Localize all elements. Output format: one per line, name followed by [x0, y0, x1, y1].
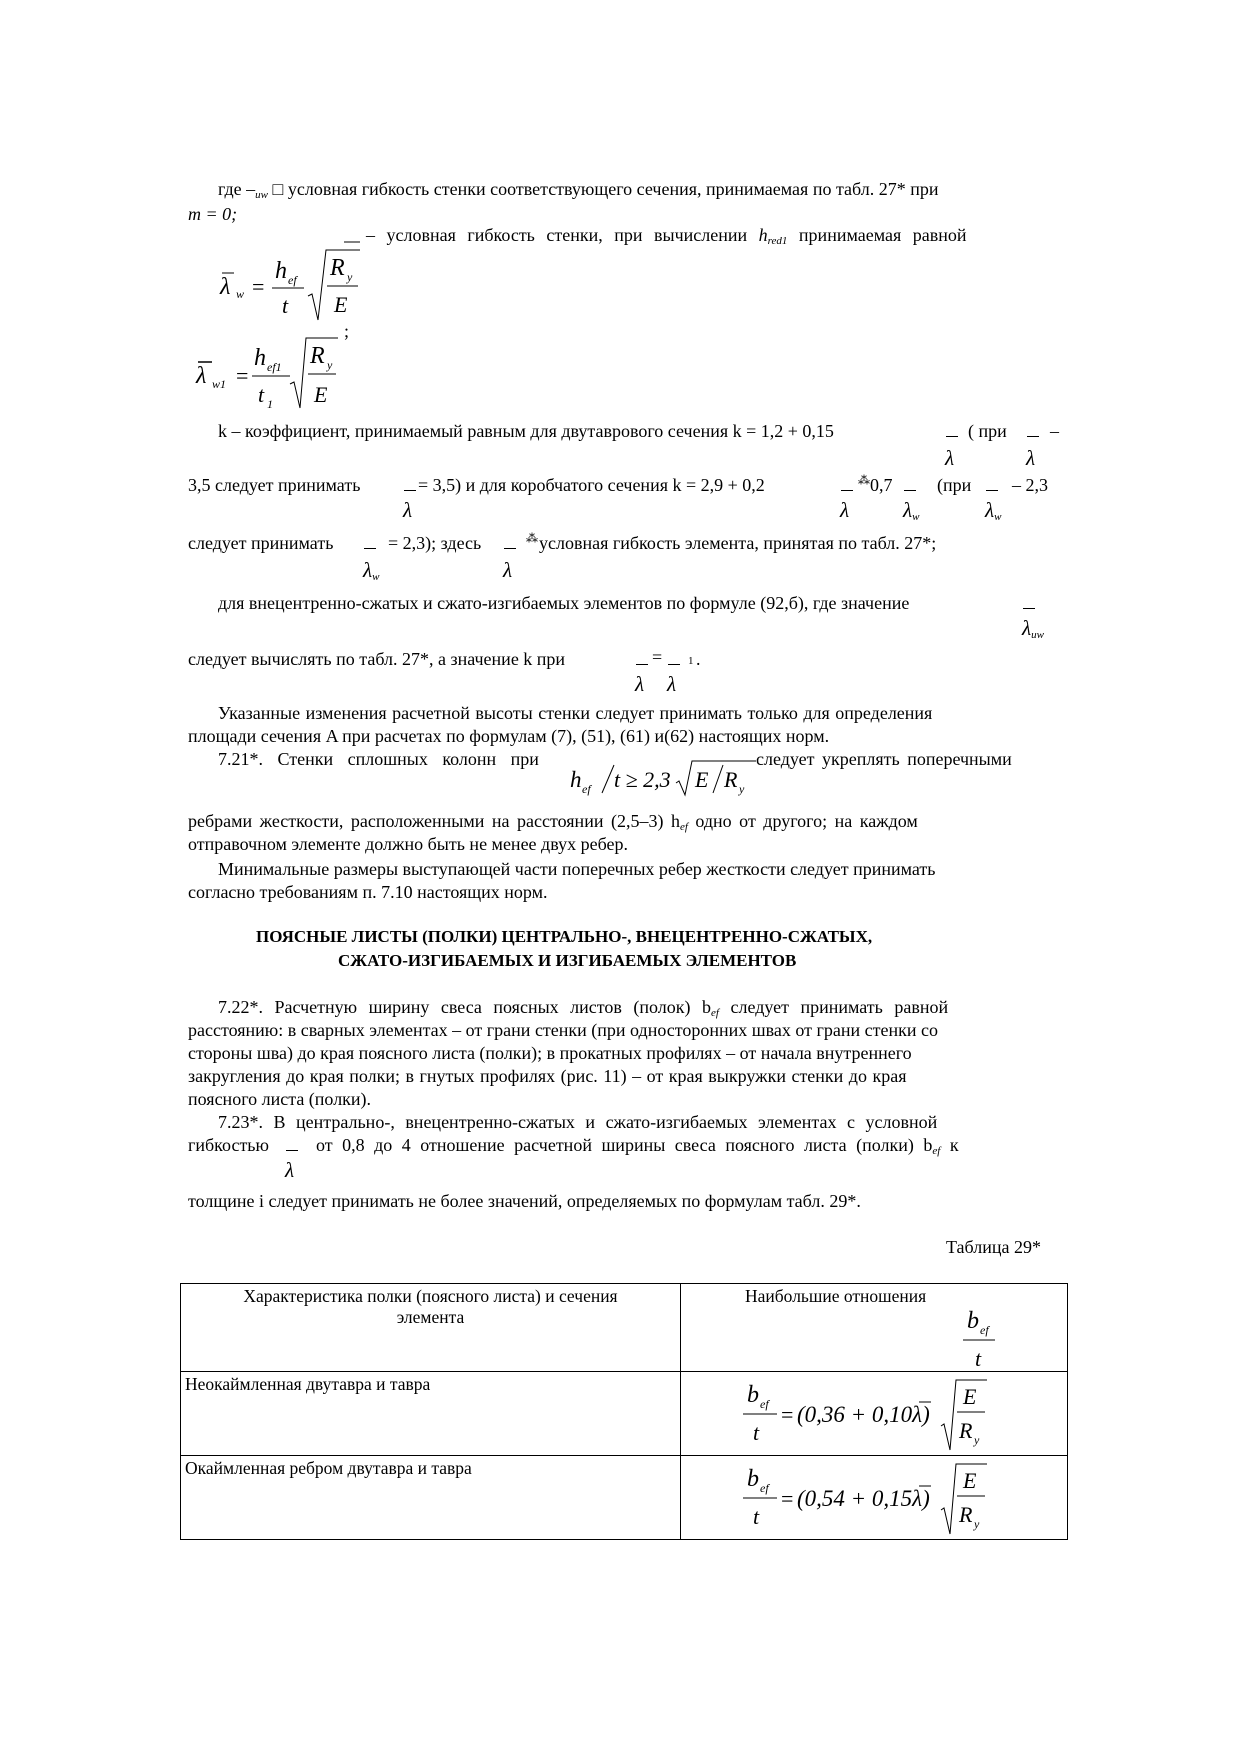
p4-line2d: . — [696, 649, 701, 669]
num-h: h — [275, 258, 287, 284]
p6-line2 — [188, 811, 918, 833]
lambda-w-1: λw — [903, 498, 920, 523]
p6-line1a: 7.21*. Стенки сплошных колонн при — [218, 749, 539, 769]
p3-paren: ( при — [968, 421, 1007, 441]
p3-line3b: = 2,3); здесь — [388, 533, 482, 553]
p3-line1: k – коэффициент, принимаемый равным для двутаврового сечения k = 1,2 + 0,15 — [218, 421, 834, 441]
row1-label: Неокаймленная двутавра и тавра — [181, 1372, 681, 1456]
p2-text-a: – условная гибкость стенки, при вычислении — [366, 225, 759, 245]
p6-line3: отправочном элементе должно быть не менее двух ребер. — [188, 834, 628, 854]
lam-w-lhs-sub: w — [236, 287, 245, 301]
p8-line1-a: 7.22*. Расчетную ширину свеса поясных листов (полок) b — [218, 997, 712, 1017]
r-den: E — [334, 292, 348, 317]
lam-w-lhs: λ — [220, 274, 231, 300]
lambda-uw: λuw — [1022, 616, 1044, 641]
p1-lead: где — [218, 179, 247, 199]
formula-lambda-w — [212, 232, 392, 332]
p9-line1: 7.23*. В центрально-, внецентренно-сжатых и сжато-изгибаемых элементах с условной — [218, 1112, 938, 1132]
svg-text:R: R — [724, 767, 738, 792]
p1-rest: условная гибкость стенки соответствующего сечения, принимаемая по табл. 27* при — [283, 179, 939, 199]
p9-line3: толщине i следует принимать не более значений, определяемых по формулам табл. 29*. — [188, 1191, 861, 1211]
p3-dash: – — [1050, 421, 1059, 441]
svg-text:y: y — [739, 782, 745, 796]
p6-line2-text: ребрами жесткости, расположенными на расстоянии (2,5–3) h — [188, 811, 680, 831]
p6-line1b: следует укреплять поперечными — [756, 749, 1012, 769]
svg-text:=: = — [781, 1402, 794, 1427]
row2-label: Окаймленная ребром двутавра и тавра — [181, 1456, 681, 1540]
lambda-w-3: λw — [363, 558, 380, 583]
den-t1: t — [258, 382, 265, 407]
section-heading-line2: СЖАТО-ИЗГИБАЕМЫХ И ИЗГИБАЕМЫХ ЭЛЕМЕНТОВ — [338, 951, 797, 970]
eq-sign-2: = — [236, 363, 249, 388]
p1-sym: uw — [255, 189, 268, 201]
r-num: R — [330, 255, 345, 281]
p7-line1: Минимальные размеры выступающей части поперечных ребер жесткости следует принимать — [218, 859, 936, 879]
p6-line2-sub: ef — [679, 821, 688, 833]
lambda-uw-sub: uw — [1031, 629, 1044, 641]
p3-line2e: – 2,3 — [1012, 475, 1048, 495]
svg-text:R: R — [959, 1502, 973, 1527]
svg-text:R: R — [959, 1418, 973, 1443]
p9-line2-c: к — [940, 1135, 959, 1155]
p9-line2-sub: ef — [932, 1145, 941, 1157]
p4-line2a: следует вычислять по табл. 27*, а значение k при — [188, 649, 566, 669]
p3-line2b: = 3,5) и для коробчатого сечения k = 2,9 + 0,2 — [418, 475, 765, 495]
p1-line1 — [218, 179, 939, 201]
sym-glyph-2: ⁂ — [526, 531, 538, 545]
lambda-1: λ — [945, 446, 955, 470]
r-num-sub-2: y — [327, 358, 333, 372]
lambda-2: λ — [1026, 446, 1036, 470]
num-h1: h — [254, 345, 266, 371]
section-heading-line1: ПОЯСНЫЕ ЛИСТЫ (ПОЛКИ) ЦЕНТРАЛЬНО-, ВНЕЦЕНТРЕННО-СЖАТЫХ, — [256, 927, 873, 946]
svg-text:ef: ef — [582, 782, 591, 796]
p8-line4: закругления до края полки; в гнутых профилях (рис. 11) – от края выкружки стенки до края — [188, 1066, 907, 1086]
p2-line1 — [366, 225, 967, 247]
r-num-2: R — [310, 343, 325, 369]
p1-line2: m = 0; — [188, 204, 238, 224]
lambda-8: λ — [285, 1158, 295, 1182]
svg-text:E: E — [695, 767, 709, 792]
table-29 — [180, 1283, 1068, 1540]
p9-line2a: гибкостью — [188, 1135, 269, 1155]
row1-formula — [681, 1372, 1068, 1456]
eq-sign: = — [252, 274, 265, 299]
svg-text:y: y — [974, 1433, 980, 1447]
lambda-6: λ — [635, 672, 645, 696]
p2-h-sub: red1 — [767, 235, 788, 247]
lambda-7: λ — [667, 672, 677, 696]
p5-line2: площади сечения A при расчетах по формулам (7), (51), (61) и(62) настоящих норм. — [188, 726, 830, 746]
p3-line3c: условная гибкость элемента, принятая по табл. 27*; — [539, 533, 937, 553]
p7-line2: согласно требованиям п. 7.10 настоящих норм. — [188, 882, 548, 902]
row1-coef: (0,36 + 0,10λ) — [797, 1402, 930, 1427]
p2-h: h — [758, 225, 768, 245]
header-col1 — [181, 1284, 681, 1372]
svg-text:y: y — [974, 1517, 980, 1531]
p8-line2: расстоянию: в сварных элементах – от грани стенки (при односторонних швах от грани стенки со — [188, 1020, 939, 1040]
p4-line2b: = — [652, 647, 663, 667]
svg-text:t: t — [753, 1420, 760, 1445]
p6-line2-end: одно от другого; на каждом — [687, 811, 918, 831]
lambda-bar-symbol: – — [246, 179, 256, 199]
header-col2-label: Наибольшие отношения — [745, 1286, 927, 1306]
dash-glyph: □ — [272, 179, 284, 199]
p9-line2-b: от 0,8 до 4 отношение расчетной ширины свеса поясного листа (полки) b — [316, 1135, 933, 1155]
header-col1-line2: элемента — [396, 1307, 465, 1327]
header-fraction — [951, 1306, 1011, 1368]
svg-text:ef: ef — [760, 1397, 769, 1411]
lambda-4: λ — [840, 498, 850, 522]
lam-w1-lhs-sub: w1 — [212, 377, 227, 391]
header-col1-line1: Характеристика полки (поясного листа) и сечения — [243, 1286, 618, 1306]
svg-text:ef: ef — [980, 1323, 989, 1337]
svg-text:t ≥ 2,3: t ≥ 2,3 — [614, 767, 671, 792]
row2-coef: (0,54 + 0,15λ) — [797, 1486, 930, 1511]
svg-text:=: = — [781, 1486, 794, 1511]
svg-text:h: h — [570, 767, 582, 792]
p8-line5: поясного листа (полки). — [188, 1089, 372, 1109]
svg-text:E: E — [963, 1384, 977, 1409]
p3-line2c: 0,7 — [870, 475, 893, 495]
svg-text:b: b — [967, 1308, 979, 1334]
sym-glyph-1: ⁂ — [858, 473, 870, 487]
p2-text-b: принимаемая равной — [787, 225, 967, 245]
header-col2 — [681, 1284, 1068, 1372]
p9-line2 — [316, 1135, 959, 1157]
svg-text:ef: ef — [760, 1481, 769, 1495]
p4-line1: для внецентренно-сжатых и сжато-изгибаемых элементов по формуле (92,б), где значение — [218, 593, 910, 613]
p5-line1: Указанные изменения расчетной высоты стенки следует принимать только для определения — [218, 703, 933, 723]
p3-line3a: следует принимать — [188, 533, 334, 553]
num-h-sub: ef — [288, 273, 297, 287]
den-t: t — [282, 293, 289, 318]
den-t1-sub: 1 — [267, 397, 273, 411]
p8-line1 — [218, 997, 949, 1019]
formula-hef-t — [568, 757, 758, 801]
row2-formula — [681, 1456, 1068, 1540]
r-den-2: E — [314, 382, 328, 407]
r-num-sub: y — [347, 270, 353, 284]
p4-line2c: 1 — [688, 655, 694, 667]
p8-line1-b: следует принимать равной — [718, 997, 949, 1017]
p3-line2a: 3,5 следует принимать — [188, 475, 361, 495]
svg-text:E: E — [963, 1468, 977, 1493]
lambda-5: λ — [503, 558, 513, 582]
lambda-3: λ — [403, 498, 413, 522]
svg-text:t: t — [753, 1504, 760, 1529]
svg-text:b: b — [747, 1466, 759, 1492]
table-caption: Таблица 29* — [946, 1237, 1041, 1257]
lam-w1-lhs: λ — [196, 363, 207, 389]
p3-line2d: (при — [937, 475, 972, 495]
svg-text:b: b — [747, 1382, 759, 1408]
p8-line3: стороны шва) до края поясного листа (полки); в прокатных профилях – от начала внутреннего — [188, 1043, 912, 1063]
p8-line1-sub: ef — [711, 1007, 719, 1019]
p2-semicolon: ; — [344, 321, 350, 341]
lambda-w-2: λw — [985, 498, 1002, 523]
formula-lambda-w1 — [190, 330, 370, 420]
svg-text:t: t — [975, 1346, 982, 1368]
num-h1-sub: ef1 — [267, 360, 282, 374]
